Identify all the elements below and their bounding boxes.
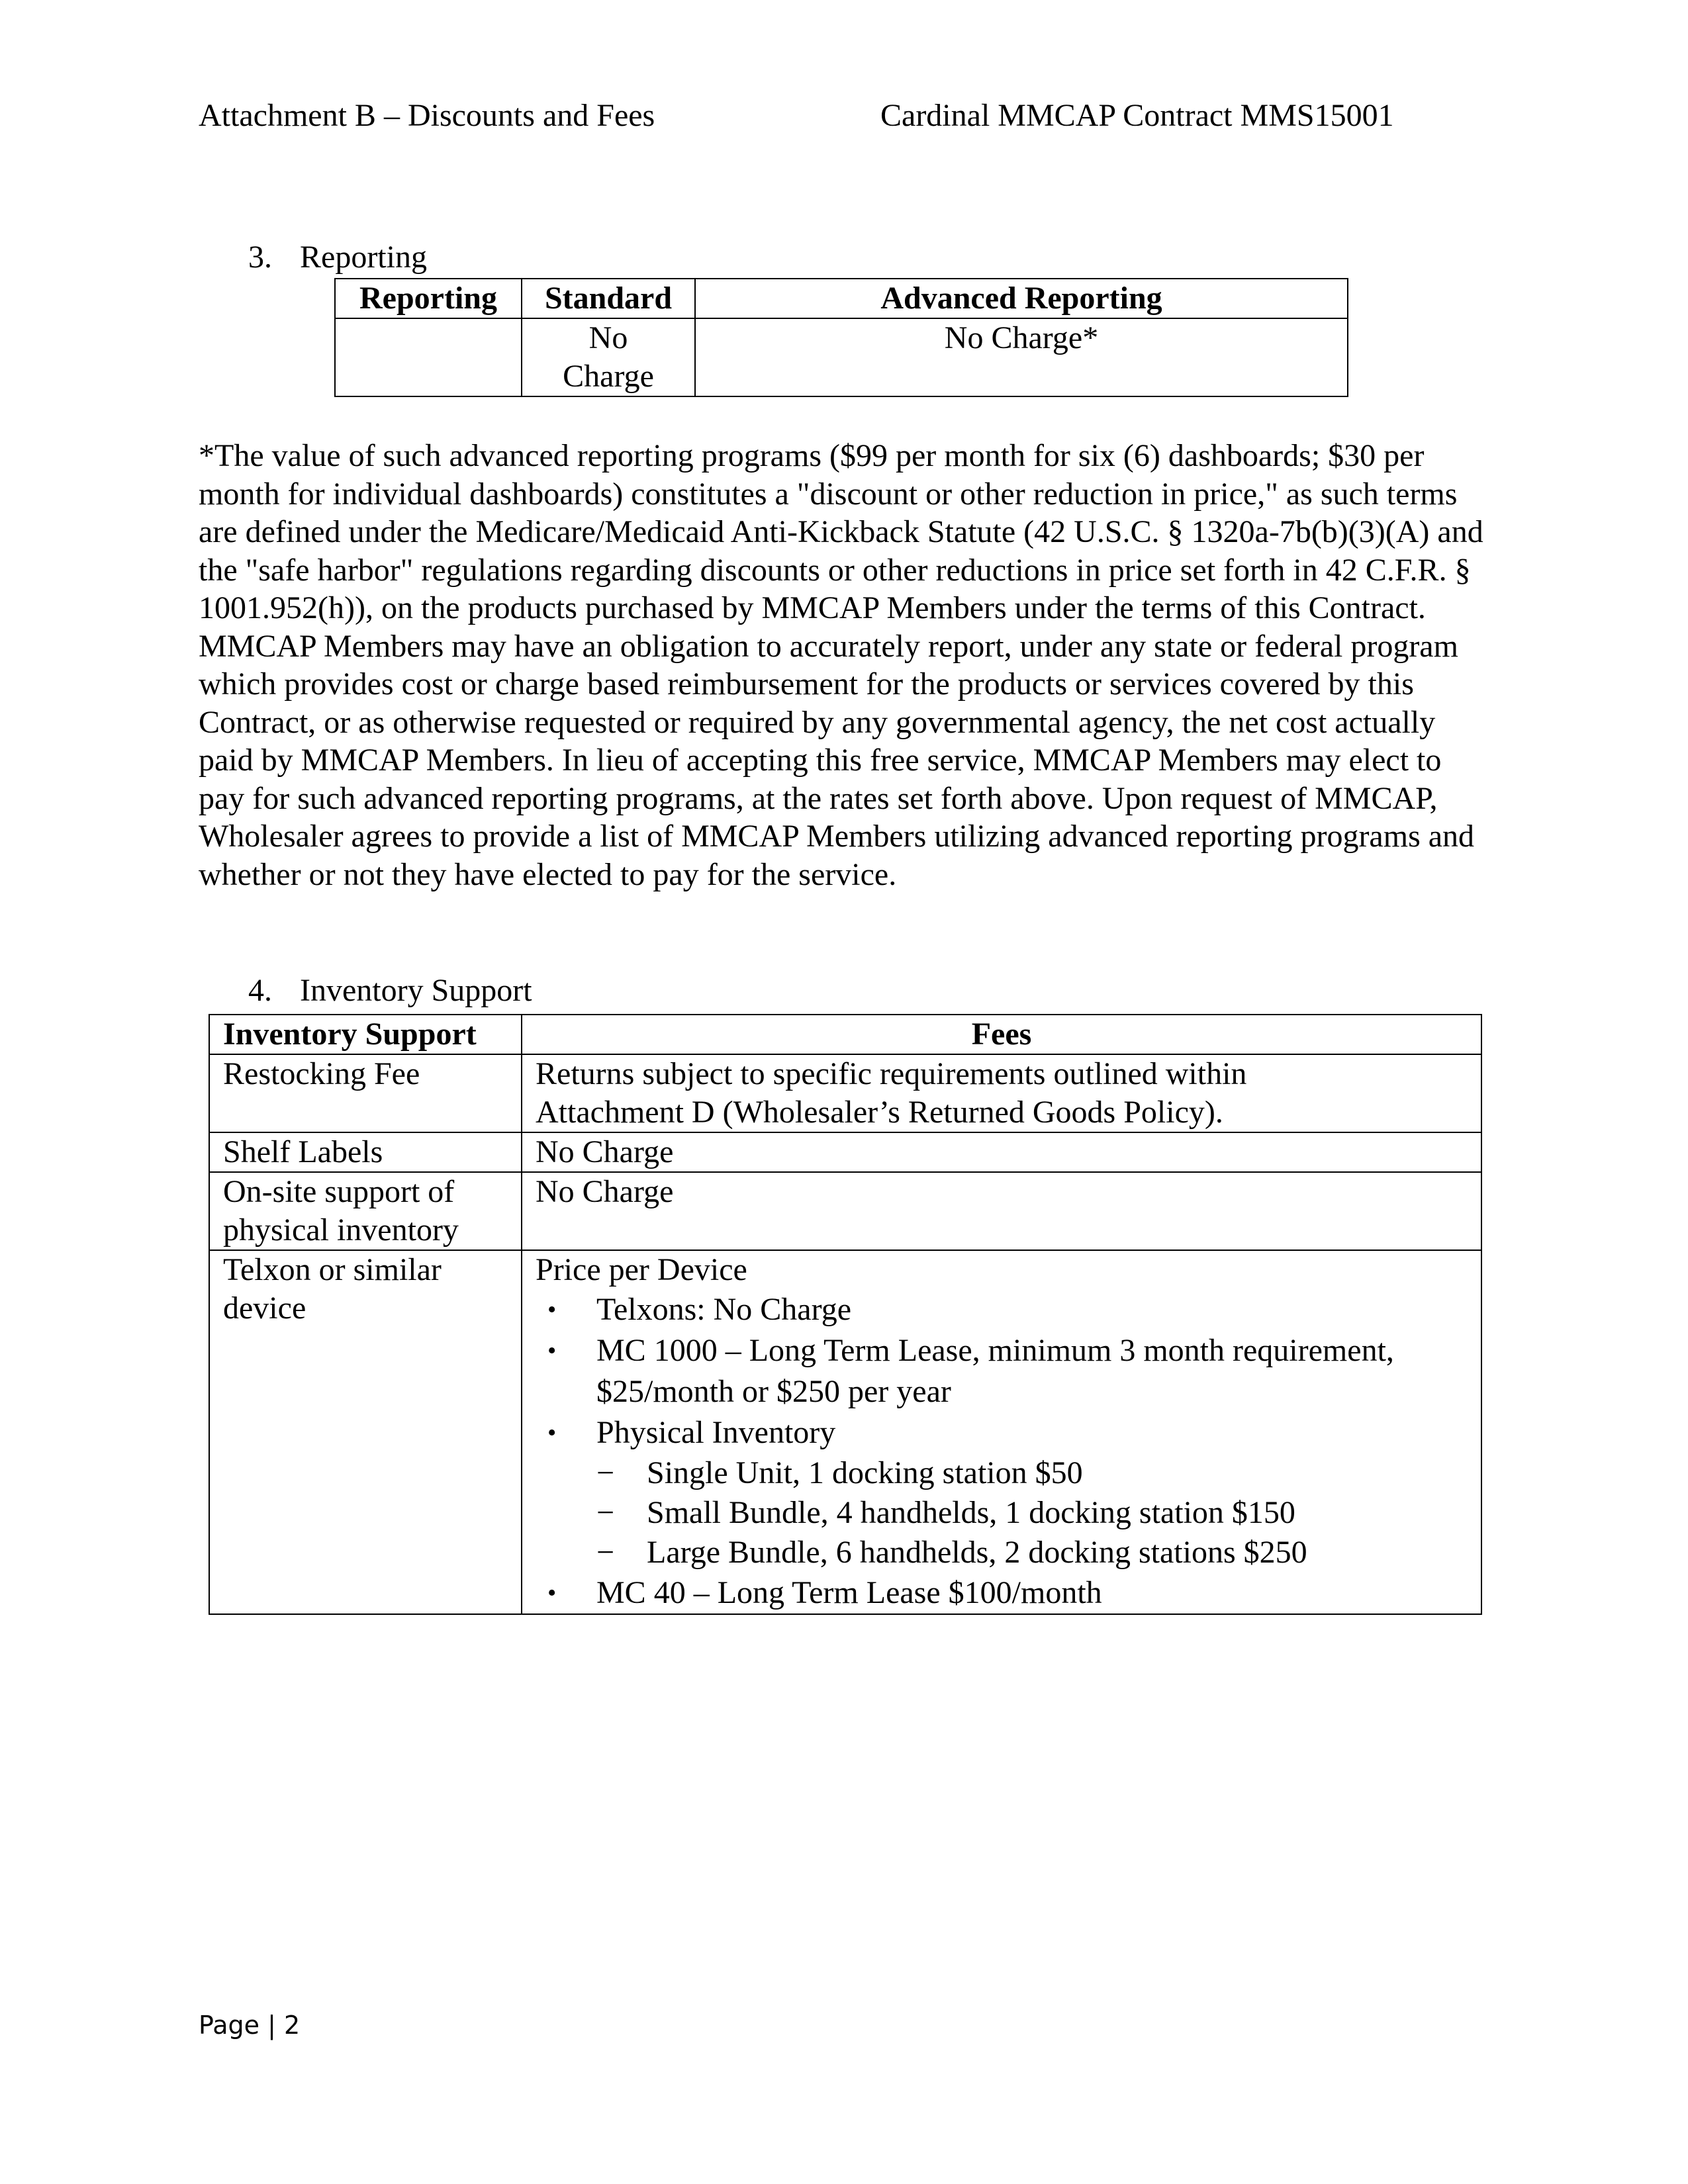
reporting-table-row <box>335 318 1348 396</box>
table-row <box>209 1132 1481 1172</box>
bullet-text: Telxons: No Charge <box>596 1292 852 1327</box>
footnote-text: *The value of such advanced reporting programs ($99 per month for six (6) dashboards; $30 per month for individual dashboards) constitutes a "discount or other reduction in price," as such terms are defined under the Medicare/Medicaid Anti-Kickback Statute (42 U.S.C. § 1320a-7b(b)(3)(A) and the "safe harbor" regulations regarding discounts or other reductions in price set forth in 42 C.F.R. § 1001.952(h)), on the products purchased by MMCAP Members under the terms of this Contract. MMCAP Members may have an obligation to accurately report, under any state or federal program which provides cost or charge based reimbursement for the products or services covered by this Contract, or as otherwise requested or required by any governmental agency, the net cost actually paid by MMCAP Members. In lieu of accepting this free service, MMCAP Members may elect to pay for such advanced reporting programs, at the rates set forth above. Upon request of MMCAP, Wholesaler agrees to provide a list of MMCAP Members utilizing advanced reporting programs and whether or not they have elected to pay for the service. <box>199 438 1483 892</box>
physical-inventory-sublist <box>596 1453 1468 1572</box>
sub-list-item <box>596 1533 1468 1572</box>
sub-bullet-text: Large Bundle, 6 handhelds, 2 docking stations $250 <box>647 1535 1307 1570</box>
dash-icon: − <box>596 1455 615 1490</box>
advanced-reporting-footnote <box>199 437 1489 893</box>
sub-list-item <box>596 1493 1468 1533</box>
fee-cell: No Charge <box>522 1172 1481 1250</box>
reporting-table-header-row <box>335 279 1348 318</box>
table-row <box>209 1172 1481 1250</box>
bullet-icon: • <box>547 1579 557 1607</box>
section-4-number: 4. <box>248 973 272 1008</box>
section-4-heading <box>248 972 532 1010</box>
section-3-number: 3. <box>248 240 272 275</box>
dash-icon: − <box>596 1535 615 1570</box>
sub-bullet-text: Small Bundle, 4 handhelds, 1 docking station $150 <box>647 1495 1295 1530</box>
inventory-support-table <box>209 1014 1482 1615</box>
section-4-title: Inventory Support <box>300 973 532 1008</box>
fee-cell: Returns subject to specific requirements outlined within Attachment D (Wholesaler’s Returned Goods Policy). <box>522 1054 1481 1132</box>
standard-cell: No Charge <box>522 318 695 396</box>
bullet-text: Physical Inventory <box>596 1415 836 1450</box>
list-item <box>536 1289 1468 1330</box>
bullet-icon: • <box>547 1296 557 1324</box>
bullet-text: MC 1000 – Long Term Lease, minimum 3 month requirement, $25/month or $250 per year <box>596 1333 1394 1409</box>
bullet-icon: • <box>547 1419 557 1447</box>
price-per-device-label: Price per Device <box>536 1252 747 1287</box>
item-cell: On-site support of physical inventory <box>209 1172 522 1250</box>
header-right-contract: Cardinal MMCAP Contract MMS15001 <box>880 98 1394 133</box>
item-cell: Telxon or similar device <box>209 1250 522 1614</box>
dash-icon: − <box>596 1495 615 1530</box>
sub-bullet-text: Single Unit, 1 docking station $50 <box>647 1455 1083 1490</box>
item-cell: Restocking Fee <box>209 1054 522 1132</box>
page-number-footer: Page | 2 <box>199 2011 301 2040</box>
device-bullet-list <box>536 1289 1468 1614</box>
fees-col-header: Fees <box>522 1015 1481 1054</box>
table-row-device <box>209 1250 1481 1614</box>
inventory-table-header-row <box>209 1015 1481 1054</box>
advanced-reporting-col-header: Advanced Reporting <box>695 279 1348 318</box>
section-3-title: Reporting <box>300 240 427 275</box>
bullet-text: MC 40 – Long Term Lease $100/month <box>596 1575 1102 1610</box>
header-left-title: Attachment B – Discounts and Fees <box>199 98 655 133</box>
list-item <box>536 1330 1468 1412</box>
bullet-icon: • <box>547 1337 557 1365</box>
device-fee-cell <box>522 1250 1481 1614</box>
item-cell: Shelf Labels <box>209 1132 522 1172</box>
inventory-support-col-header: Inventory Support <box>209 1015 522 1054</box>
reporting-table <box>334 278 1348 397</box>
reporting-cell <box>335 318 522 396</box>
sub-list-item <box>596 1453 1468 1493</box>
advanced-reporting-cell: No Charge* <box>695 318 1348 396</box>
section-3-heading <box>248 238 427 277</box>
reporting-col-header: Reporting <box>335 279 522 318</box>
standard-col-header: Standard <box>522 279 695 318</box>
list-item <box>536 1412 1468 1572</box>
table-row <box>209 1054 1481 1132</box>
list-item <box>536 1572 1468 1614</box>
fee-cell: No Charge <box>522 1132 1481 1172</box>
